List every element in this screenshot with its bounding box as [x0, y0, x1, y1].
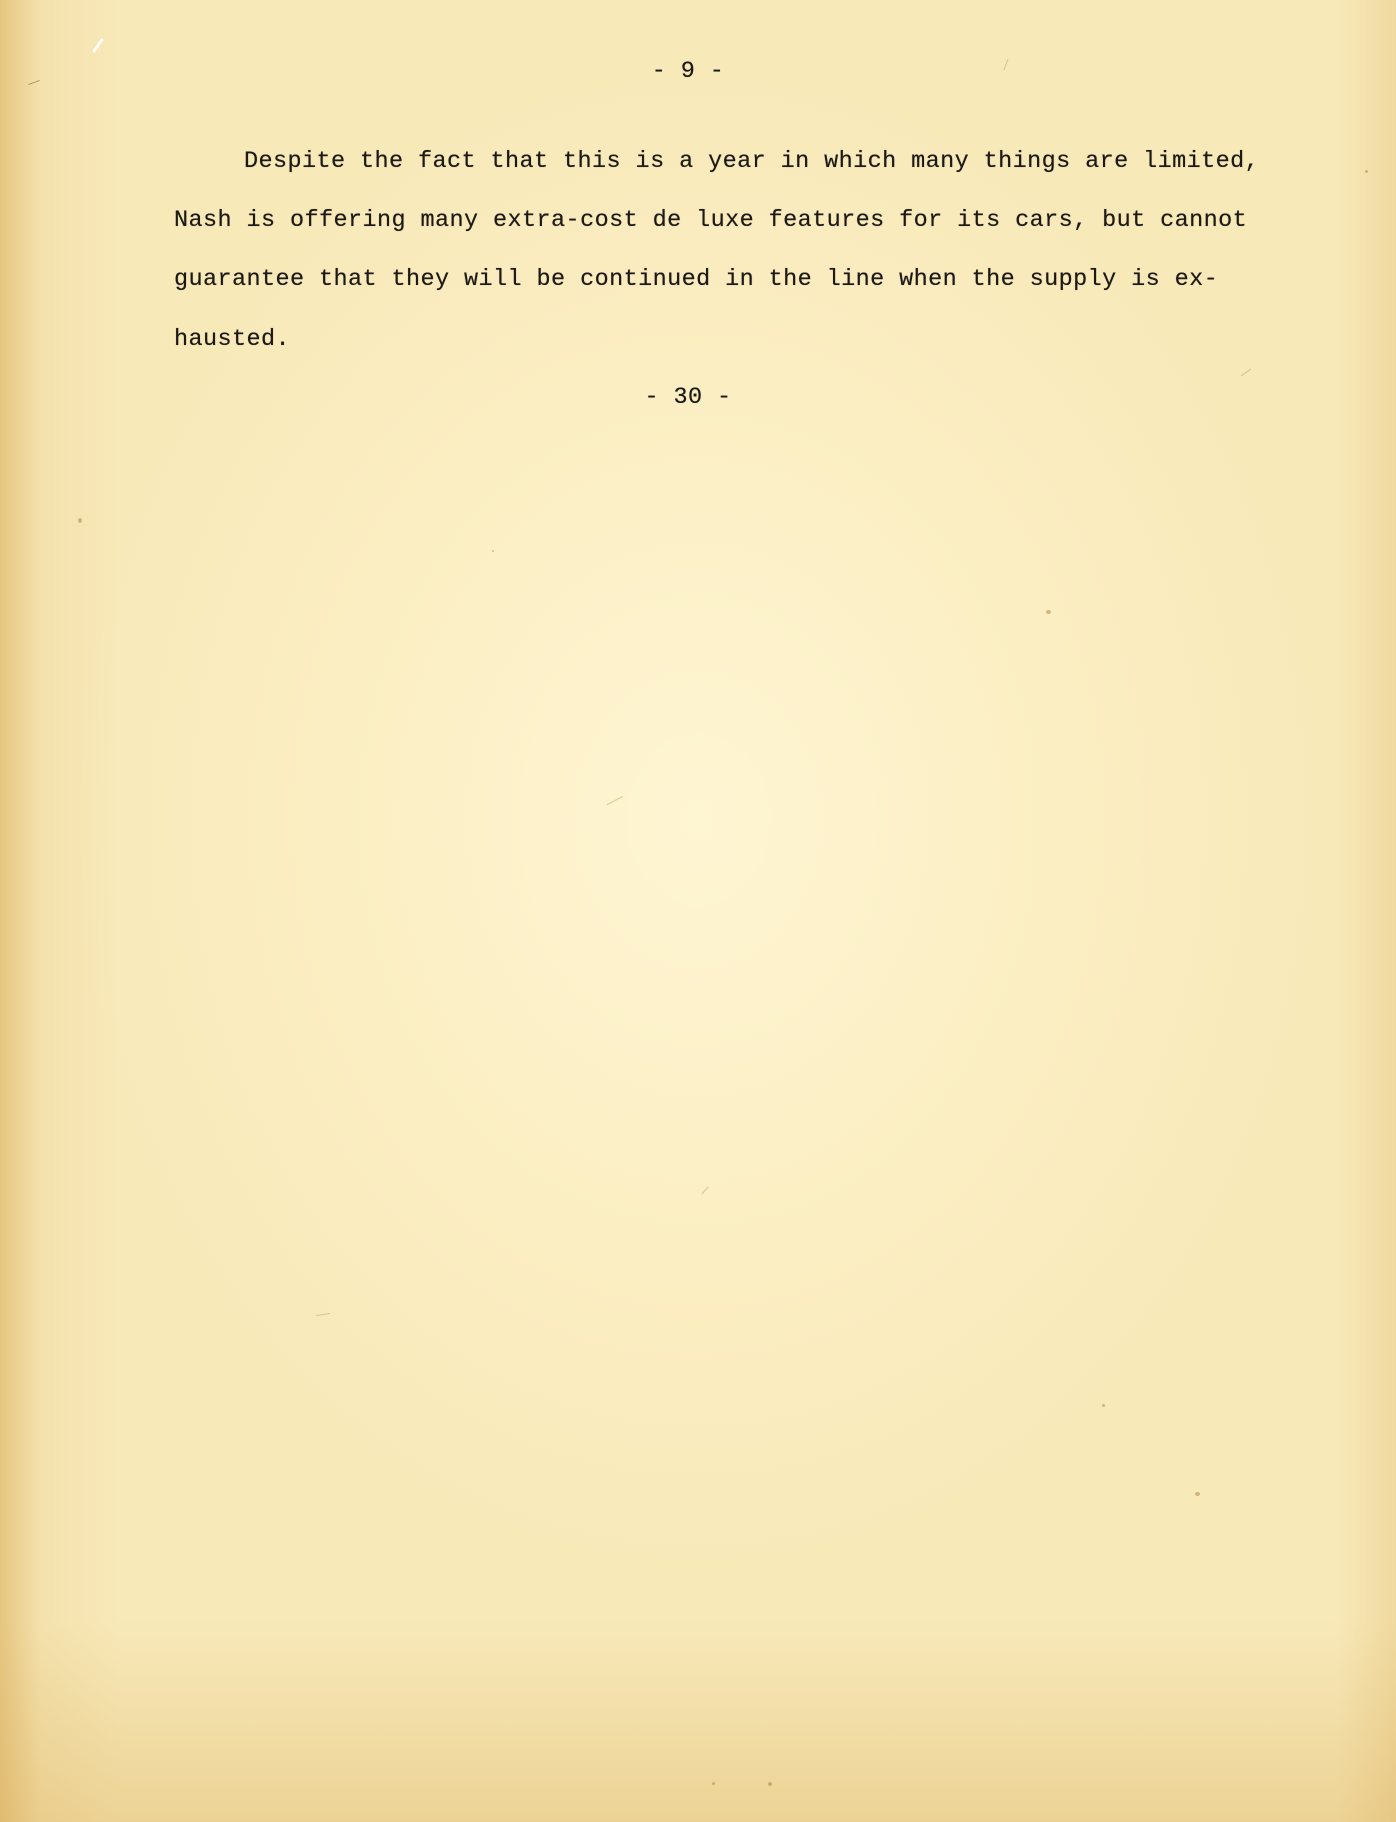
paragraph-line: guarantee that they will be continued in the line when the supply is ex-: [174, 266, 1219, 293]
paper-fiber: [701, 1186, 708, 1194]
paragraph-line: Despite the fact that this is a year in which many things are limited,: [244, 148, 1260, 175]
paragraph-line: Nash is offering many extra-cost de luxe features for its cars, but cannot: [174, 207, 1248, 234]
paper-speck: [768, 1782, 772, 1786]
paper-fiber: [316, 1313, 330, 1316]
paper-fiber: [1241, 369, 1251, 377]
paper-speck: [1195, 1492, 1200, 1496]
paper-speck: [1046, 610, 1051, 614]
paper-speck: [1102, 1404, 1105, 1407]
paper-fiber: [92, 38, 104, 53]
paper-speck: [78, 518, 82, 523]
paper-speck: [712, 1782, 715, 1785]
paper-speck: [1365, 170, 1368, 173]
paper-fiber: [607, 796, 623, 805]
paragraph-line: hausted.: [174, 326, 291, 353]
paper-speck: [492, 550, 494, 552]
end-mark: - 30 -: [644, 384, 732, 411]
page-number: - 9 -: [651, 58, 725, 85]
